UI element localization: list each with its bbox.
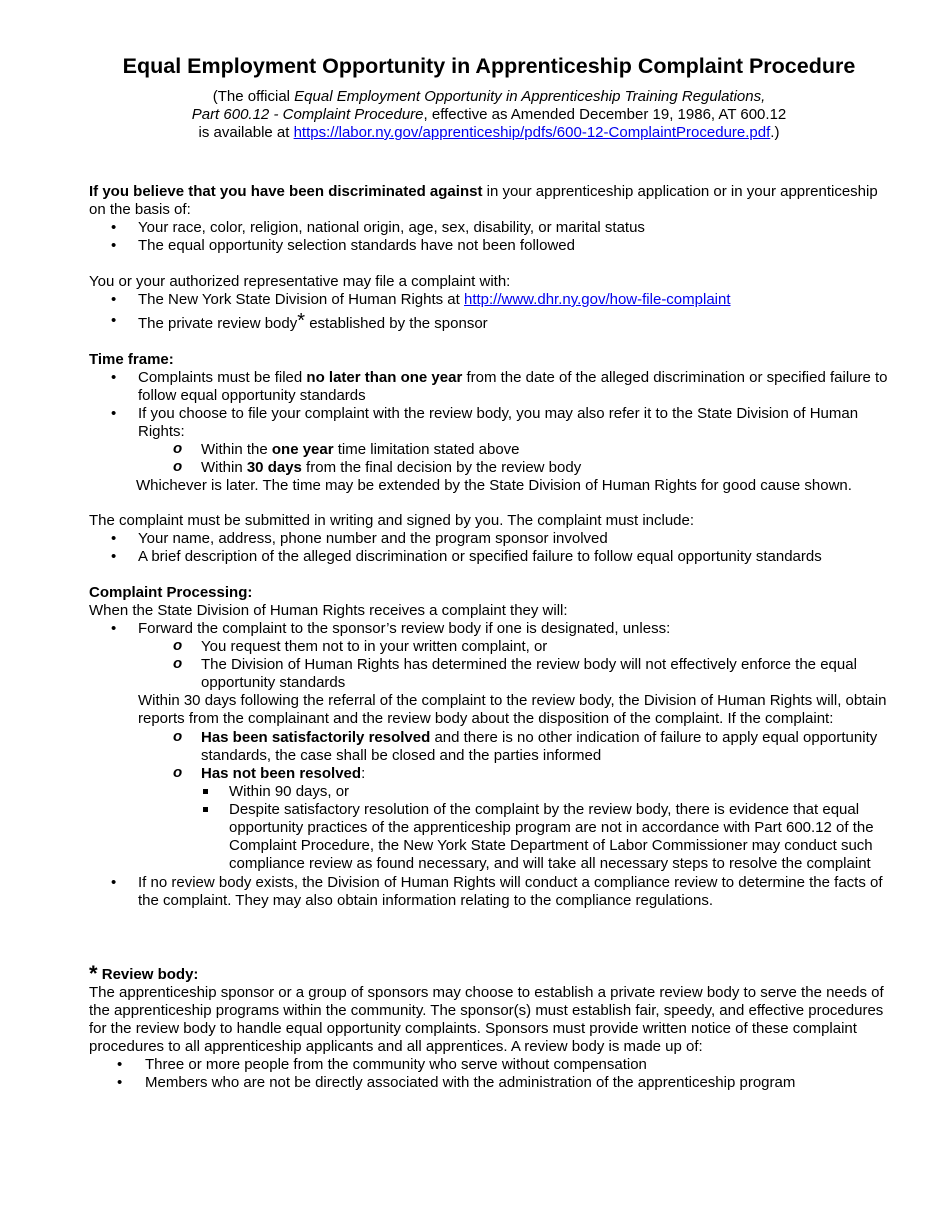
tf-sub-bold: 30 days (246, 459, 302, 476)
subtitle-regulation-title: Equal Employment Opportunity in Apprenticeship Training Regulations, (294, 88, 766, 105)
processing-list (89, 620, 889, 638)
subtitle-available: is available at (198, 124, 294, 141)
list-item: • Forward the complaint to the sponsor’s review body if one is designated, unless: (89, 620, 889, 638)
subtitle-line-2 (89, 106, 889, 124)
within-30-days-paragraph: Within 30 days following the referral of the complaint to the review body, the Division of Human Rights will, obtain reports from the complainant and the review body about the disposition of the complaint. If the complaint: (138, 692, 887, 727)
list-item: Within 90 days, or (89, 783, 889, 801)
list-item (89, 369, 889, 405)
must-lead: The complaint must be submitted in writing and signed by you. The complaint must include: (89, 512, 695, 529)
list-item: o You request them not to in your written complaint, or (89, 638, 889, 656)
tf-sub-text: time limitation stated above (333, 441, 520, 458)
dhr-text: The New York State Division of Human Rights at (138, 291, 464, 308)
processing-list-2 (89, 874, 889, 910)
subtitle-suffix: .) (770, 124, 780, 141)
asterisk-footnote-mark: * (89, 961, 98, 986)
review-body-rest: established by the sponsor (305, 315, 488, 332)
resolved-bold: Has been satisfactorily resolved (201, 729, 431, 746)
timeframe-sublist (89, 441, 889, 477)
processing-heading (89, 584, 889, 602)
list-item: • If no review body exists, the Division of Human Rights will conduct a compliance review to determine the facts of the complaint. They may also obtain information relating to the compliance regulations. (89, 874, 889, 910)
file-with-list (89, 291, 889, 333)
subtitle-part-title: Part 600.12 - Complaint Procedure (191, 106, 424, 123)
tf-sub-text: Within (201, 459, 247, 476)
review-body-paragraph: The apprenticeship sponsor or a group of sponsors may choose to establish a private review body to serve the needs of the apprenticeship programs within the community. The sponsor(s) must establish fair, speedy, and effective procedures for the review body to handle equal opportunity complaints. Sponsors must provide written notice of these complaint procedures to all apprenticeship applicants and all apprentices. A review body is made up of: (89, 984, 884, 1055)
list-item (89, 312, 889, 333)
unless-sublist (89, 638, 889, 692)
not-resolved-sublist (89, 783, 889, 873)
basis-list (89, 219, 889, 255)
list-item: • The equal opportunity selection standards have not been followed (89, 237, 889, 255)
asterisk-footnote-mark: * (297, 310, 306, 332)
list-item (89, 459, 889, 477)
review-heading-text: Review body: (97, 966, 199, 983)
list-item: Despite satisfactory resolution of the complaint by the review body, there is evidence that equal opportunity practices of the apprenticeship program are not in accordance with Part 600.12 of the Complaint Procedure, the New York State Department of Labor Commissioner may conduct such compliance review as found necessary, and will take all necessary steps to resolve the complaint (89, 801, 889, 873)
resolution-sublist (89, 729, 889, 783)
tf-sub-bold: one year (271, 441, 334, 458)
must-include-list (89, 530, 889, 566)
page-title: Equal Employment Opportunity in Apprenticeship Complaint Procedure (122, 54, 856, 78)
tf-sub-text: Within the (201, 441, 272, 458)
list-item: • Three or more people from the community who serve without compensation (89, 1056, 889, 1074)
file-lead: You or your authorized representative may file a complaint with: (89, 273, 511, 290)
not-resolved-colon: : (361, 765, 366, 782)
list-item: • If you choose to file your complaint with the review body, you may also refer it to the State Division of Human Rights: (89, 405, 889, 441)
tf-text: from the date of the alleged discrimination or specified failure to follow equal opportunity standards (138, 369, 888, 404)
tf-sub-text: from the final decision by the review body (301, 459, 582, 476)
subtitle-line-1 (89, 88, 889, 106)
list-item: • A brief description of the alleged discrimination or specified failure to follow equal opportunity standards (89, 548, 889, 566)
subtitle-line-3 (89, 124, 889, 142)
dhr-complaint-link[interactable]: http://www.dhr.ny.gov/how-file-complaint (464, 291, 731, 308)
tf-bold: no later than one year (306, 369, 463, 386)
intro-rest: in your apprenticeship application or in your apprenticeship on the basis of: (89, 183, 878, 218)
list-item: • Members who are not be directly associated with the administration of the apprenticeship program (89, 1074, 889, 1092)
processing-heading-text: Complaint Processing: (89, 584, 253, 601)
list-item (89, 291, 889, 309)
processing-lead: When the State Division of Human Rights receives a complaint they will: (89, 602, 568, 619)
intro-paragraph (89, 183, 889, 219)
subtitle-prefix: (The official (212, 88, 295, 105)
list-item (89, 441, 889, 459)
list-item (89, 765, 889, 783)
resolved-text: and there is no other indication of failure to apply equal opportunity standards, the case shall be closed and the parties informed (201, 729, 878, 764)
intro-bold: If you believe that you have been discriminated against (89, 183, 483, 200)
review-body-list (89, 1056, 889, 1092)
procedure-pdf-link[interactable]: https://labor.ny.gov/apprenticeship/pdfs/600-12-ComplaintProcedure.pdf (293, 124, 771, 141)
timeframe-heading-text: Time frame: (89, 351, 174, 368)
review-body-text: The private review body (138, 315, 298, 332)
document-page (89, 52, 889, 1092)
list-item: • Your race, color, religion, national origin, age, sex, disability, or marital status (89, 219, 889, 237)
not-resolved-bold: Has not been resolved (201, 765, 362, 782)
review-body-heading (89, 961, 889, 986)
list-item: o The Division of Human Rights has determined the review body will not effectively enforce the equal opportunity standards (89, 656, 889, 692)
list-item: • Your name, address, phone number and the program sponsor involved (89, 530, 889, 548)
timeframe-heading (89, 351, 889, 369)
whichever-note: Whichever is later. The time may be extended by the State Division of Human Rights for good cause shown. (136, 477, 852, 494)
tf-text: Complaints must be filed (138, 369, 307, 386)
list-item (89, 729, 889, 765)
subtitle-effective: , effective as Amended December 19, 1986, AT 600.12 (423, 106, 787, 123)
timeframe-list (89, 369, 889, 441)
